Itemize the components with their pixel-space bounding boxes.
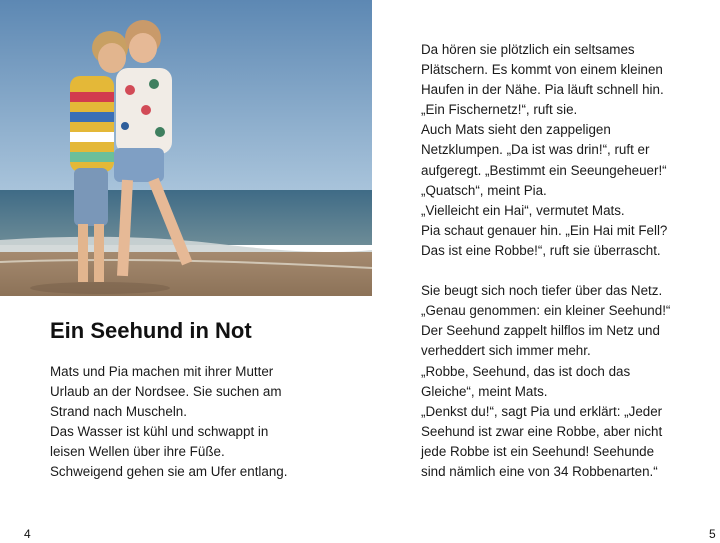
text-line: Der Seehund zappelt hilflos im Netz und [421, 323, 660, 339]
text-line: „Quatsch“, meint Pia. [421, 182, 547, 198]
text-line: Schweigend gehen sie am Ufer entlang. [50, 464, 288, 480]
text-line: jede Robbe ist ein Seehund! Seehunde [421, 443, 655, 459]
text-line: „Robbe, Seehund, das ist doch das [421, 363, 631, 379]
text-line: Strand nach Muscheln. [50, 404, 187, 420]
chapter-title: Ein Seehund in Not [50, 318, 252, 343]
text-line: Da hören sie plötzlich ein seltsames [421, 42, 635, 57]
text-line: Netzklumpen. „Da ist was drin!“, ruft er [421, 142, 650, 158]
left-page-text [50, 362, 350, 483]
text-line: „Ein Fischernetz!“, ruft sie. [421, 102, 578, 118]
page-number-right: 5 [709, 527, 716, 541]
text-line: leisen Wellen über ihre Füße. [50, 444, 225, 460]
beach-photo-illustration [0, 0, 372, 296]
text-line: Gleiche“, meint Mats. [421, 383, 548, 399]
text-line: verheddert sich immer mehr. [421, 343, 591, 359]
page-number-left: 4 [24, 527, 31, 541]
text-line: Sie beugt sich noch tiefer über das Netz. [421, 283, 663, 299]
right-page-text [421, 40, 686, 482]
beach-photo [0, 0, 372, 296]
text-line: „Genau genommen: ein kleiner Seehund!“ [421, 303, 671, 319]
paragraph-gap [421, 261, 686, 281]
text-line: sind nämlich eine von 34 Robbenarten.“ [421, 463, 658, 479]
text-line: Plätschern. Es kommt von einem kleinen [421, 62, 663, 78]
text-line: Urlaub an der Nordsee. Sie suchen am [50, 384, 282, 400]
text-line: „Vielleicht ein Hai“, vermutet Mats. [421, 202, 625, 218]
text-line: aufgeregt. „Bestimmt ein Seeungeheuer!“ [421, 162, 667, 178]
text-line: Mats und Pia machen mit ihrer Mutter [50, 364, 274, 379]
text-line: Haufen in der Nähe. Pia läuft schnell hin. [421, 82, 664, 98]
text-line: Seehund ist zwar eine Robbe, aber nicht [421, 423, 663, 439]
text-line: Auch Mats sieht den zappeligen [421, 122, 611, 138]
text-line: „Denkst du!“, sagt Pia und erklärt: „Jeder [421, 403, 663, 419]
text-line: Pia schaut genauer hin. „Ein Hai mit Fell? [421, 222, 668, 238]
text-line: Das Wasser ist kühl und schwappt in [50, 424, 269, 440]
text-line: Das ist eine Robbe!“, ruft sie überrascht. [421, 242, 661, 258]
